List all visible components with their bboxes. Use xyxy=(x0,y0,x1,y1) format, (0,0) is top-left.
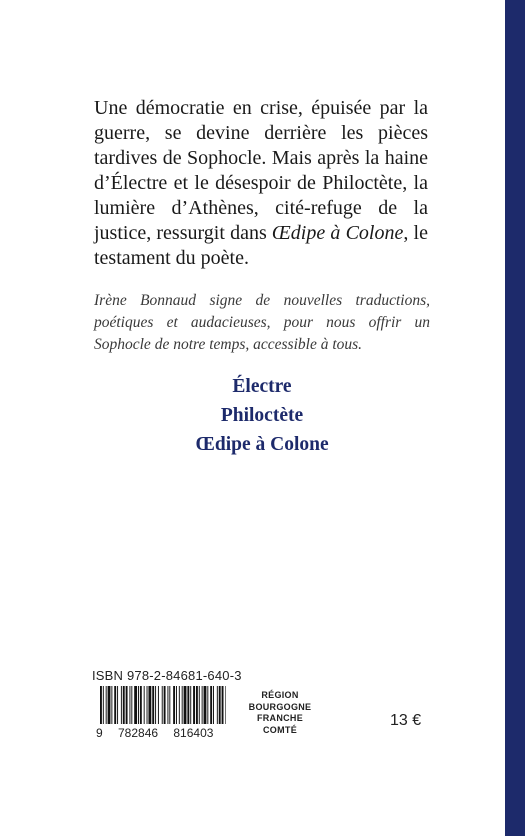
barcode-bar xyxy=(184,686,187,724)
title-electre: Électre xyxy=(232,376,292,397)
barcode-bar xyxy=(100,686,102,724)
barcode-bar xyxy=(190,686,191,724)
barcode xyxy=(100,686,226,724)
region-logo-line-2: BOURGOGNE xyxy=(248,701,312,712)
region-logo-line-1: RÉGION xyxy=(261,690,299,700)
barcode-bar xyxy=(108,686,111,724)
barcode-bar xyxy=(129,686,130,724)
blurb-text-1: Une démocratie en crise, épuisée par la guerre, se devine derrière les pièces tardives de Sophocle. Mais après la haine d’Électre et le désespoir de Philoctète, la lumière d’Athènes, cité-refuge de la justice, ressurgit dans xyxy=(94,97,428,244)
barcode-bar xyxy=(169,686,170,724)
barcode-bar xyxy=(138,686,139,724)
barcode-bar xyxy=(111,686,112,724)
barcode-bar xyxy=(217,686,218,724)
barcode-bar xyxy=(131,686,132,724)
barcode-bar xyxy=(117,686,118,724)
price: 13 € xyxy=(390,712,422,729)
barcode-bar xyxy=(225,686,226,724)
blurb-paragraph xyxy=(94,96,428,271)
barcode-bar xyxy=(204,686,207,724)
barcode-bar xyxy=(193,686,195,724)
barcode-bar xyxy=(152,686,154,724)
barcode-bar xyxy=(176,686,177,724)
barcode-bar xyxy=(147,686,148,724)
barcode-bar xyxy=(121,686,122,724)
play-titles xyxy=(94,372,430,459)
region-logo-line-3: FRANCHE xyxy=(256,713,304,723)
barcode-bar xyxy=(207,686,208,724)
barcode-bar xyxy=(126,686,128,724)
barcode-bar xyxy=(179,686,180,724)
barcode-bar xyxy=(140,686,142,724)
barcode-bar xyxy=(182,686,183,724)
barcode-bar xyxy=(202,686,203,724)
barcode-bar xyxy=(114,686,116,724)
barcode-bar xyxy=(148,686,151,724)
region-logo-line-4: COMTÉ xyxy=(263,724,297,735)
barcode-bar xyxy=(213,686,214,724)
barcode-bar xyxy=(162,686,163,724)
barcode-bar xyxy=(164,686,166,724)
barcode-bar xyxy=(134,686,137,724)
side-stripe xyxy=(505,0,525,836)
barcode-bar xyxy=(196,686,198,724)
barcode-bar xyxy=(123,686,125,724)
barcode-digits: 9 782846 816403 xyxy=(96,726,214,740)
barcode-bar xyxy=(106,686,107,724)
barcode-bar xyxy=(187,686,189,724)
title-oedipe: Œdipe à Colone xyxy=(195,434,329,455)
barcode-bar xyxy=(222,686,224,724)
title-philoctete: Philoctète xyxy=(220,405,304,426)
blurb-italic-title: Œdipe à Colone xyxy=(271,222,404,244)
barcode-bar xyxy=(144,686,145,724)
barcode-bar xyxy=(210,686,212,724)
barcode-bar xyxy=(199,686,200,724)
barcode-bar xyxy=(219,686,221,724)
translator-credit: Irène Bonnaud signe de nouvelles traductions, poétiques et audacieuses, pour nous offrir un Sophocle de notre temps, accessible à tous. xyxy=(94,292,430,353)
barcode-bar xyxy=(103,686,104,724)
barcode-bar xyxy=(158,686,159,724)
barcode-bar xyxy=(167,686,168,724)
barcode-bar xyxy=(173,686,175,724)
region-logo xyxy=(245,690,315,736)
isbn-label: ISBN 978-2-84681-640-3 xyxy=(92,668,242,683)
blurb-text-2: , le testament du poète. xyxy=(94,222,428,269)
barcode-bar xyxy=(155,686,156,724)
